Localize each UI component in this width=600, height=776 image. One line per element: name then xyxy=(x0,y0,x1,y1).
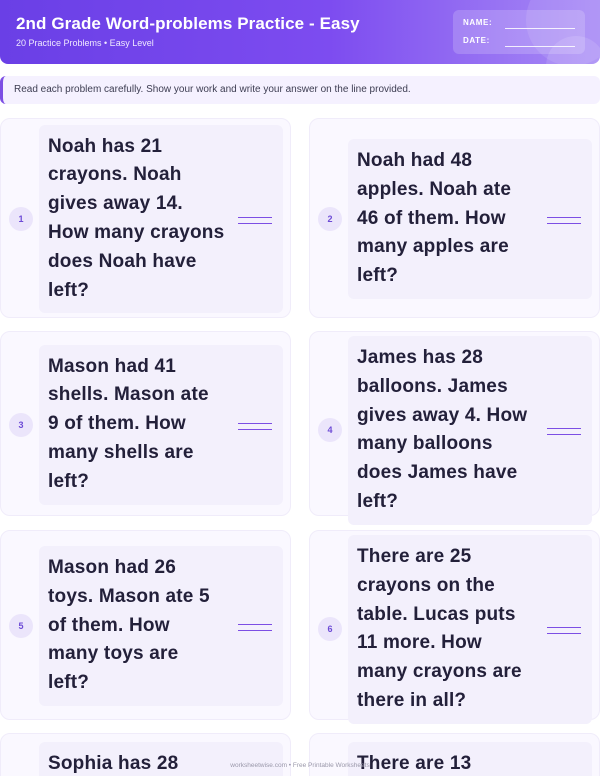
question-line: gives away 4. How xyxy=(357,404,528,426)
question-line: There are 13 xyxy=(357,753,472,774)
problem-number: 5 xyxy=(9,614,33,638)
answer-underline xyxy=(547,223,581,224)
problem-number: 4 xyxy=(318,418,342,442)
problem-card xyxy=(0,118,291,318)
answer-underline xyxy=(547,434,581,435)
answer-line[interactable] xyxy=(238,423,272,430)
problem-card xyxy=(309,530,600,720)
question-text xyxy=(48,353,209,497)
question-line: many apples are xyxy=(357,236,509,258)
question-line: 9 of them. How xyxy=(48,413,186,435)
question-line: many shells are xyxy=(48,441,194,463)
answer-underline xyxy=(238,624,272,625)
answer-underline xyxy=(547,627,581,628)
question-line: gives away 14. xyxy=(48,193,183,215)
worksheet-header xyxy=(0,0,600,64)
answer-underline xyxy=(547,217,581,218)
date-label: DATE: xyxy=(463,36,490,45)
question-line: left? xyxy=(48,672,90,694)
question-text xyxy=(357,543,522,716)
question-line: Sophia has 28 xyxy=(48,753,179,774)
name-line[interactable] xyxy=(505,28,575,29)
question-text xyxy=(48,133,224,306)
page-subtitle: 20 Practice Problems • Easy Level xyxy=(16,38,154,48)
question-line: many balloons xyxy=(357,433,493,455)
problem-card xyxy=(309,331,600,516)
question-text xyxy=(357,344,527,517)
question-line: does Noah have xyxy=(48,250,197,272)
problem-number: 3 xyxy=(9,413,33,437)
question-line: many crayons are xyxy=(357,661,522,683)
question-line: Mason had 26 xyxy=(48,557,177,578)
question-line: 11 more. How xyxy=(357,632,482,654)
page-title: 2nd Grade Word-problems Practice - Easy xyxy=(16,14,360,33)
answer-line[interactable] xyxy=(547,217,581,224)
problem-card xyxy=(0,733,291,776)
answer-underline xyxy=(547,633,581,634)
problem-card xyxy=(0,530,291,720)
name-label: NAME: xyxy=(463,18,493,27)
question-text xyxy=(48,554,210,698)
question-line: apples. Noah ate xyxy=(357,178,512,200)
answer-underline xyxy=(238,630,272,631)
question-line: crayons. Noah xyxy=(48,164,182,186)
answer-underline xyxy=(238,217,272,218)
answer-line[interactable] xyxy=(547,428,581,435)
question-line: James has 28 xyxy=(357,347,483,368)
question-line: left? xyxy=(48,279,90,301)
problem-card xyxy=(0,331,291,516)
answer-underline xyxy=(238,429,272,430)
question-line: many toys are xyxy=(48,643,179,665)
question-line: of them. How xyxy=(48,614,170,636)
problem-card xyxy=(309,118,600,318)
date-row xyxy=(463,36,579,48)
student-info-box xyxy=(453,10,585,54)
question-line: Noah has 21 xyxy=(48,135,163,157)
answer-underline xyxy=(238,423,272,424)
question-line: table. Lucas puts xyxy=(357,603,516,625)
question-line: Mason had 41 xyxy=(48,355,177,377)
answer-line[interactable] xyxy=(238,624,272,631)
footer-text: worksheetwise.com • Free Printable Worksheets xyxy=(230,762,370,769)
question-line: Noah had 48 xyxy=(357,150,473,171)
question-line: there in all? xyxy=(357,689,467,711)
question-line: balloons. James xyxy=(357,375,508,397)
question-line: 46 of them. How xyxy=(357,207,506,229)
answer-underline xyxy=(547,428,581,429)
problem-number: 2 xyxy=(318,207,342,231)
question-line: does James have xyxy=(357,462,518,484)
name-row xyxy=(463,18,579,30)
instructions-banner xyxy=(0,76,600,104)
problem-card xyxy=(309,733,600,776)
question-line: There are 25 xyxy=(357,546,472,567)
question-line: crayons on the xyxy=(357,574,495,596)
question-line: left? xyxy=(357,490,399,512)
instructions-text: Read each problem carefully. Show your work and write your answer on the line provided. xyxy=(14,84,411,95)
problem-number: 1 xyxy=(9,207,33,231)
problem-number: 6 xyxy=(318,617,342,641)
date-line[interactable] xyxy=(505,46,575,47)
question-line: How many crayons xyxy=(48,221,225,243)
question-line: left? xyxy=(357,265,399,287)
question-line: shells. Mason ate xyxy=(48,384,209,406)
answer-line[interactable] xyxy=(238,217,272,224)
question-text xyxy=(357,147,511,291)
answer-line[interactable] xyxy=(547,627,581,634)
question-line: toys. Mason ate 5 xyxy=(48,585,210,607)
answer-underline xyxy=(238,223,272,224)
question-line: left? xyxy=(48,470,90,492)
